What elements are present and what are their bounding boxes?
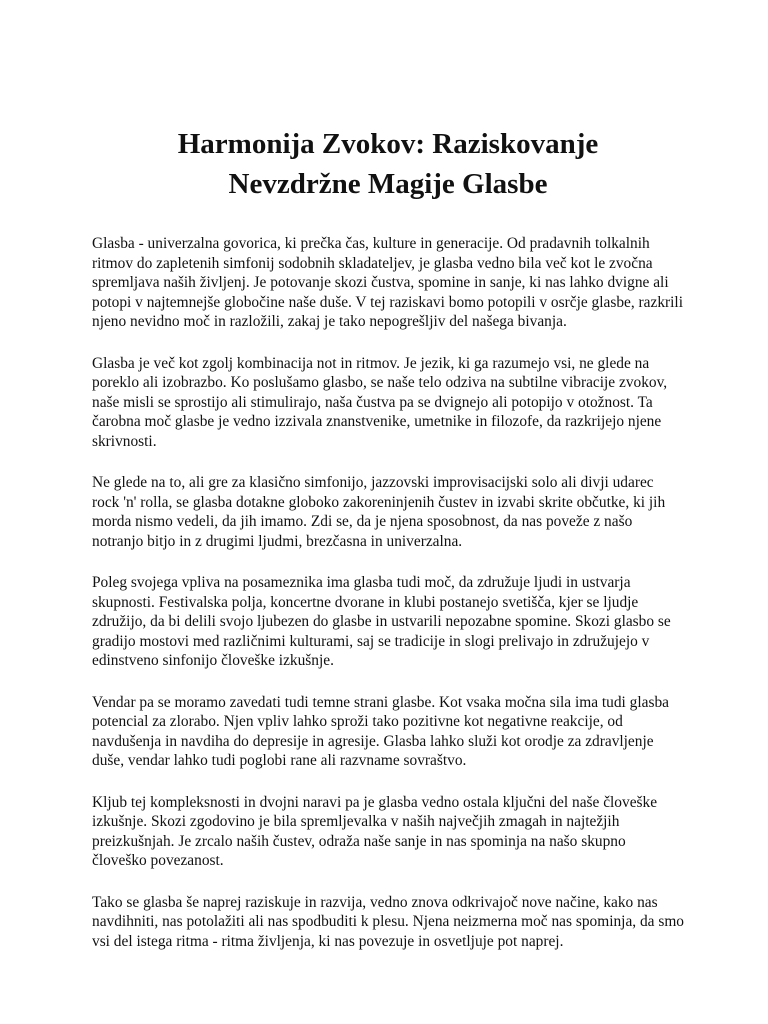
title-line-1: Harmonija Zvokov: Raziskovanje [177, 128, 599, 160]
title-line-2: Nevzdržne Magije Glasbe [228, 168, 548, 200]
paragraph-1: Glasba - univerzalna govorica, ki prečka čas, kulture in generacije. Od pradavnih tolkalnih ritmov do zapletenih simfonij sodobnih skladateljev, je glasba vedno bila več kot le zvočna spremljava naših življenj. Je potovanje skozi čustva, spomine in sanje, ki nas lahko dvigne ali potopi v najtemnejše globočine naše duše. V tej raziskavi bomo potopili v osrčje glasbe, razkrili njeno nevidno moč in razložili, zakaj je tako nepogrešljiv del našega bivanja. [92, 235, 683, 330]
paragraph-6: Kljub tej kompleksnosti in dvojni naravi pa je glasba vedno ostala ključni del naše človeške izkušnje. Skozi zgodovino je bila spremljevalka v naših največjih zmagah in najtežjih preizkušnjah. Je zrcalo naših čustev, odraža naše sanje in nas spominja na našo skupno človeško povezanost. [92, 793, 658, 869]
paragraph-2: Glasba je več kot zgolj kombinacija not in ritmov. Je jezik, ki ga razumejo vsi, ne glede na poreklo ali izobrazbo. Ko poslušamo glasbo, se naše telo odziva na subtilne vibracije zvokov, naše misli se sprostijo ali stimulirajo, naša čustva pa se dvignejo ali potopijo v otožnost. Ta čarobna moč glasbe je vedno izzivala znanstvenike, umetnike in filozofe, da razkrijejo njene skrivnosti. [92, 354, 668, 450]
paragraph-7: Tako se glasba še naprej raziskuje in razvija, vedno znova odkrivajoč nove načine, kako nas navdihniti, nas potolažiti ali nas spodbuditi k plesu. Njena neizmerna moč nas spominja, da smo vsi del istega ritma - ritma življenja, ki nas povezuje in osvetljuje pot naprej. [92, 893, 684, 950]
document-title [92, 124, 684, 204]
document-body [92, 234, 684, 951]
paragraph-5: Vendar pa se moramo zavedati tudi temne strani glasbe. Kot vsaka močna sila ima tudi glasba potencial za zlorabo. Njen vpliv lahko sproži tako pozitivne kot negativne reakcije, od navdušenja in navdiha do depresije in agresije. Glasba lahko služi kot orodje za zdravljenje duše, vendar lahko tudi poglobi rane ali razvname sovraštvo. [92, 693, 669, 769]
document-page [92, 124, 684, 973]
paragraph-4: Poleg svojega vpliva na posameznika ima glasba tudi moč, da združuje ljudi in ustvarja skupnosti. Festivalska polja, koncertne dvorane in klubi postanejo svetišča, kjer se ljudje združijo, da bi delili svojo ljubezen do glasbe in ustvarili nepozabne spomine. Skozi glasbo se gradijo mostovi med različnimi kulturami, saj se tradicije in slogi prelivajo in združujejo v edinstveno sinfonijo človeške izkušnje. [92, 574, 671, 669]
paragraph-3: Ne glede na to, ali gre za klasično simfonijo, jazzovski improvisacijski solo ali divji udarec rock 'n' rolla, se glasba dotakne globoko zakoreninjenih čustev in izvabi skrite občutke, ki jih morda nismo vedeli, da jih imamo. Zdi se, da je njena sposobnost, da nas poveže z našo notranjo bitjo in z drugimi ljudmi, brezčasna in univerzalna. [92, 474, 666, 550]
